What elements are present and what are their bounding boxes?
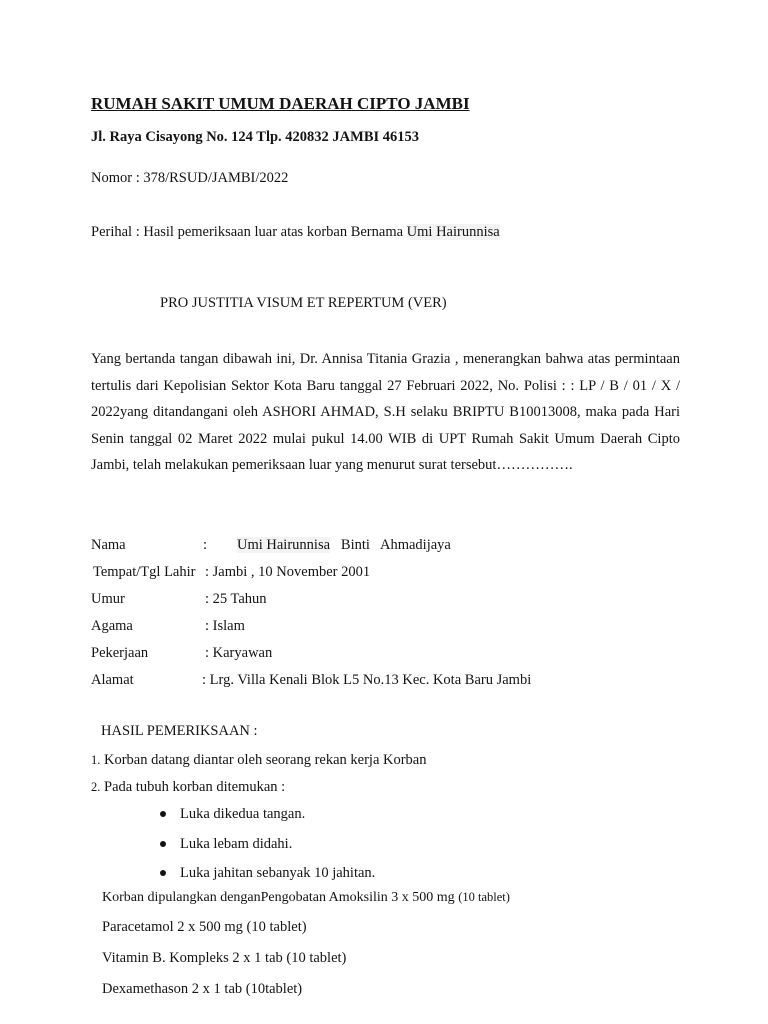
result-item-1 xyxy=(91,752,427,769)
nama-first: Umi Hairunnisa xyxy=(237,537,331,553)
nama-label: Nama xyxy=(91,537,126,553)
alamat-label: Alamat xyxy=(91,672,134,688)
finding-text: Luka jahitan sebanyak 10 jahitan. xyxy=(180,865,376,881)
list-item xyxy=(160,806,305,823)
list-item xyxy=(160,836,292,853)
result-item-2 xyxy=(91,779,285,796)
medication-line-4: Dexamethason 2 x 1 tab (10tablet) xyxy=(102,981,303,997)
ttl-value: : Jambi , 10 November 2001 xyxy=(205,564,371,580)
nama-rest xyxy=(330,537,341,553)
medication-text: Korban dipulangkan denganPengobatan Amoksilin 3 x 500 mg xyxy=(102,890,459,905)
ttl-label: Tempat/Tgl Lahir xyxy=(93,564,196,580)
finding-text: Luka lebam didahi. xyxy=(180,836,293,852)
nama-value xyxy=(237,537,451,554)
list-item xyxy=(160,865,375,882)
medication-quantity: (10 tablet) xyxy=(458,890,510,904)
medication-line-3: Vitamin B. Kompleks 2 x 1 tab (10 tablet) xyxy=(102,950,347,966)
pekerjaan-value: : Karyawan xyxy=(205,645,273,661)
nama-rest-text: Binti Ahmadijaya xyxy=(340,537,451,553)
bullet-icon xyxy=(160,841,166,847)
alamat-value: : Lrg. Villa Kenali Blok L5 No.13 Kec. Kota Baru Jambi xyxy=(202,672,532,688)
letter-subject xyxy=(91,224,500,241)
statement-paragraph: Yang bertanda tangan dibawah ini, Dr. Annisa Titania Grazia , menerangkan bahwa atas permintaan tertulis dari Kepolisian Sektor Kota Baru tanggal 27 Februari 2022, No. Polisi : : LP / B / 01 / X / 2022yang ditandangani oleh ASHORI AHMAD, S.H selaku BRIPTU B10013008, maka pada Hari Senin tanggal 02 Maret 2022 mulai pukul 14.00 WIB di UPT Rumah Sakit Umum Daerah Cipto Jambi, telah melakukan pemeriksaan luar yang menurut surat tersebut……………. xyxy=(91,351,680,473)
nama-separator: : xyxy=(203,537,208,553)
document-title: PRO JUSTITIA VISUM ET REPERTUM (VER) xyxy=(160,295,447,311)
results-title: HASIL PEMERIKSAAN : xyxy=(101,723,258,739)
hospital-name: RUMAH SAKIT UMUM DAERAH CIPTO JAMBI xyxy=(91,94,470,113)
umur-value: : 25 Tahun xyxy=(205,591,267,607)
medication-line-1 xyxy=(102,890,510,906)
subject-victim-name: Umi Hairunnisa xyxy=(406,224,500,240)
agama-value: : Islam xyxy=(205,618,245,634)
item-1-text: Korban datang diantar oleh seorang rekan kerja Korban xyxy=(104,752,427,768)
subject-text: Perihal : Hasil pemeriksaan luar atas korban Bernama xyxy=(91,224,407,240)
hospital-address: Jl. Raya Cisayong No. 124 Tlp. 420832 JAMBI 46153 xyxy=(91,129,420,145)
item-2-number: 2. xyxy=(91,780,101,794)
bullet-icon xyxy=(160,870,166,876)
umur-label: Umur xyxy=(91,591,125,607)
medication-line-2: Paracetamol 2 x 500 mg (10 tablet) xyxy=(102,919,307,935)
agama-label: Agama xyxy=(91,618,133,634)
finding-text: Luka dikedua tangan. xyxy=(180,806,306,822)
bullet-icon xyxy=(160,811,166,817)
letter-number: Nomor : 378/RSUD/JAMBI/2022 xyxy=(91,170,289,186)
pekerjaan-label: Pekerjaan xyxy=(91,645,149,661)
item-2-text: Pada tubuh korban ditemukan : xyxy=(104,779,286,795)
item-1-number: 1. xyxy=(91,753,101,767)
